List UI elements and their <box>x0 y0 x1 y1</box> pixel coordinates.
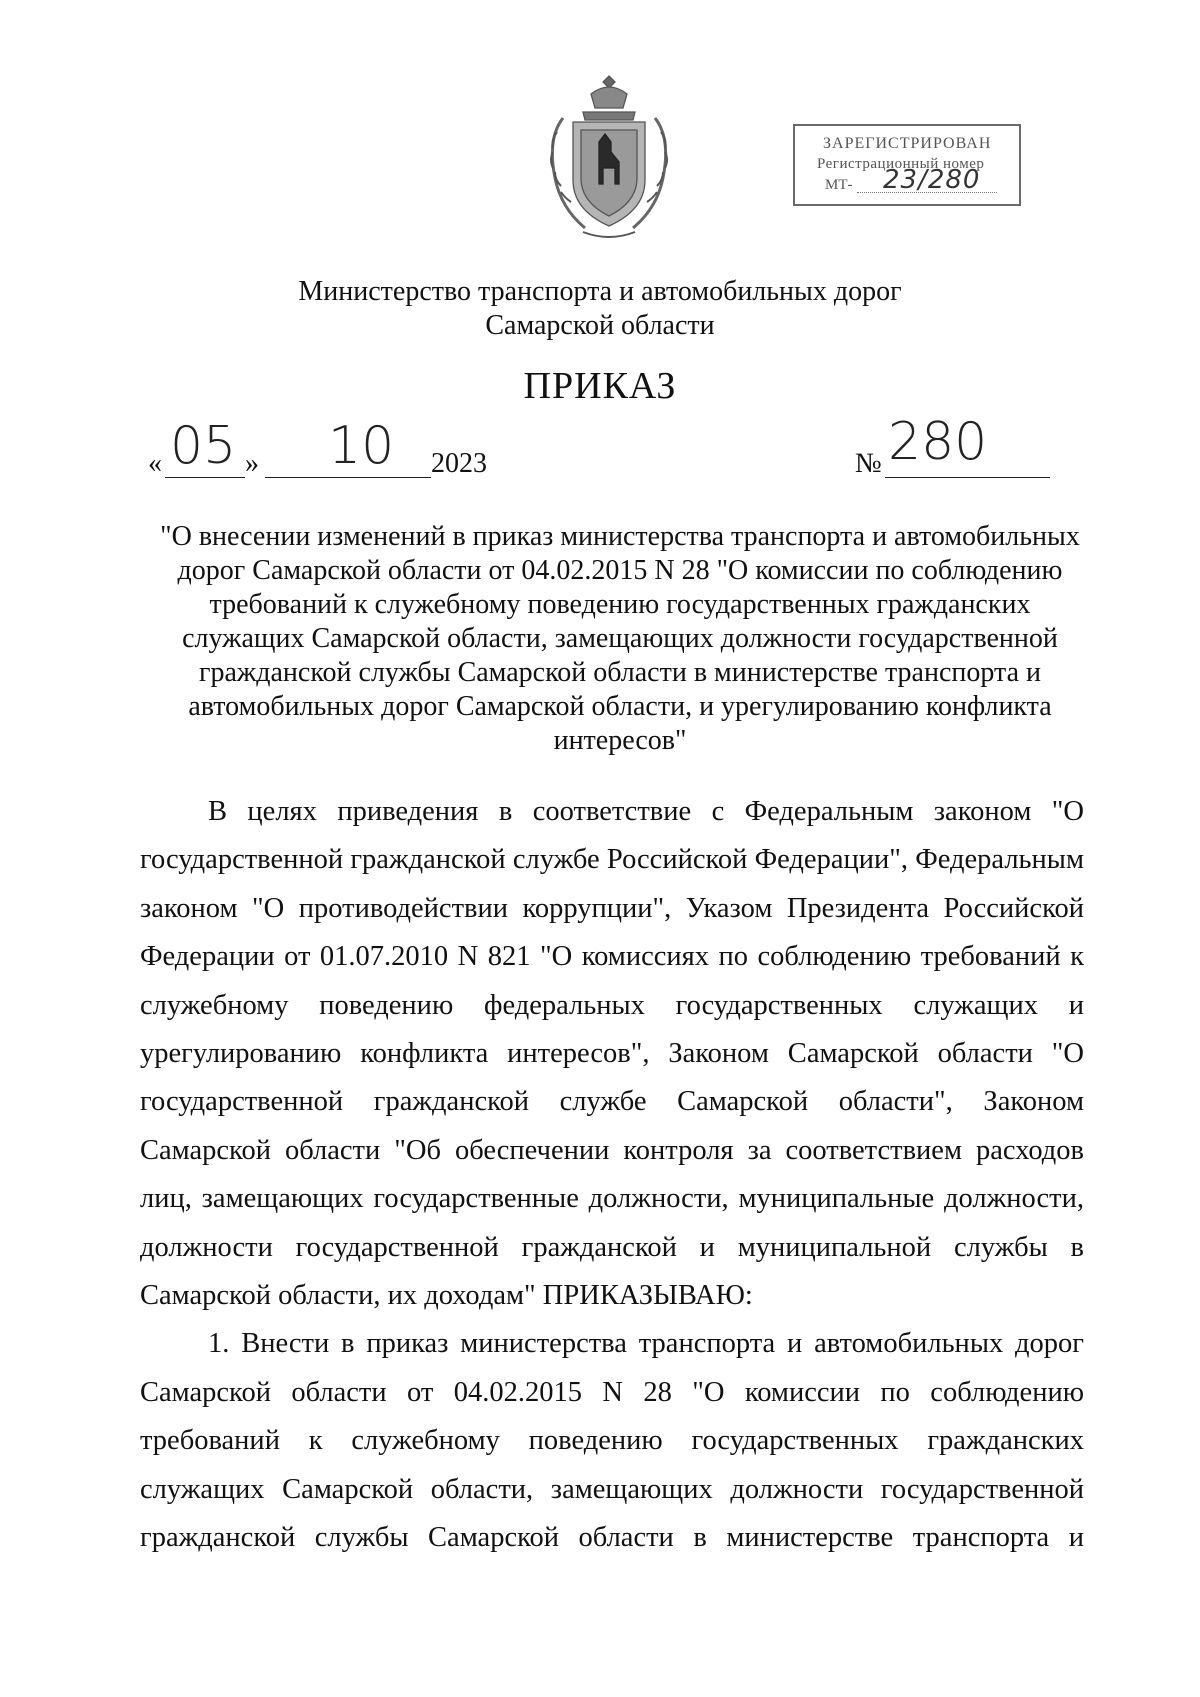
date-close-quote: » <box>245 448 259 479</box>
date-month-underline <box>265 477 431 478</box>
stamp-dotted-line <box>857 192 997 193</box>
stamp-handwritten-number: 23/280 <box>883 165 981 195</box>
date-month-handwritten: 10 <box>328 416 395 476</box>
samara-coat-of-arms-icon <box>543 72 675 244</box>
body-paragraph-preamble: В целях приведения в соответствие с Федеральным законом "О государственной гражданской службе Российской Федерации", Федеральным законом "О противодействии коррупции", Указом Президента Российской Федерации от 01.07.2010 N 821 "О комиссиях по соблюдению требований к служебному поведению федеральных государственных служащих и урегулированию конфликта интересов", Законом Самарской области "О государственной гражданской службе Самарской области", Законом Самарской области "Об обеспечении контроля за соответствием расходов лиц, замещающих государственные должности, муниципальные должности, должности государственной гражданской и муниципальной службы в Самарской области, их доходам" ПРИКАЗЫВАЮ: <box>140 796 1084 1312</box>
stamp-prefix: МТ- <box>825 177 853 193</box>
number-sign: № <box>855 448 882 479</box>
ministry-name-line2: Самарской области <box>485 310 715 341</box>
registration-stamp <box>793 124 1021 206</box>
date-year: 2023 <box>431 448 487 479</box>
date-day-handwritten: 05 <box>170 416 237 476</box>
ministry-name-line1: Министерство транспорта и автомобильных дорог <box>298 276 902 307</box>
date-number-row <box>0 412 1200 479</box>
document-number-handwritten: 280 <box>888 412 988 472</box>
stamp-regnum-label: Регистрационный номер <box>817 156 985 172</box>
date-day-underline <box>165 477 245 478</box>
document-type-heading: ПРИКАЗ <box>523 365 677 407</box>
order-title: "О внесении изменений в приказ министерства транспорта и автомобильных дорог Самарской области от 04.02.2015 N 28 "О комиссии по соблюдению требований к служебному поведению государственных гражданских служащих Самарской области, замещающих должности государственной гражданской службы Самарской области в министерстве транспорта и автомобильных дорог Самарской области, и урегулированию конфликта интересов" <box>160 521 1080 756</box>
date-open-quote: « <box>148 448 162 479</box>
order-body <box>140 788 1084 1563</box>
stamp-registered-label: ЗАРЕГИСТРИРОВАН <box>823 135 992 152</box>
body-paragraph-item-1: 1. Внести в приказ министерства транспорта и автомобильных дорог Самарской области от 04.02.2015 N 28 "О комиссии по соблюдению требований к служебному поведению государственных гражданских служащих Самарской области, замещающих должности государственной гражданской службы Самарской области в министерстве транспорта и <box>140 1328 1084 1554</box>
document-number-underline <box>885 477 1050 478</box>
